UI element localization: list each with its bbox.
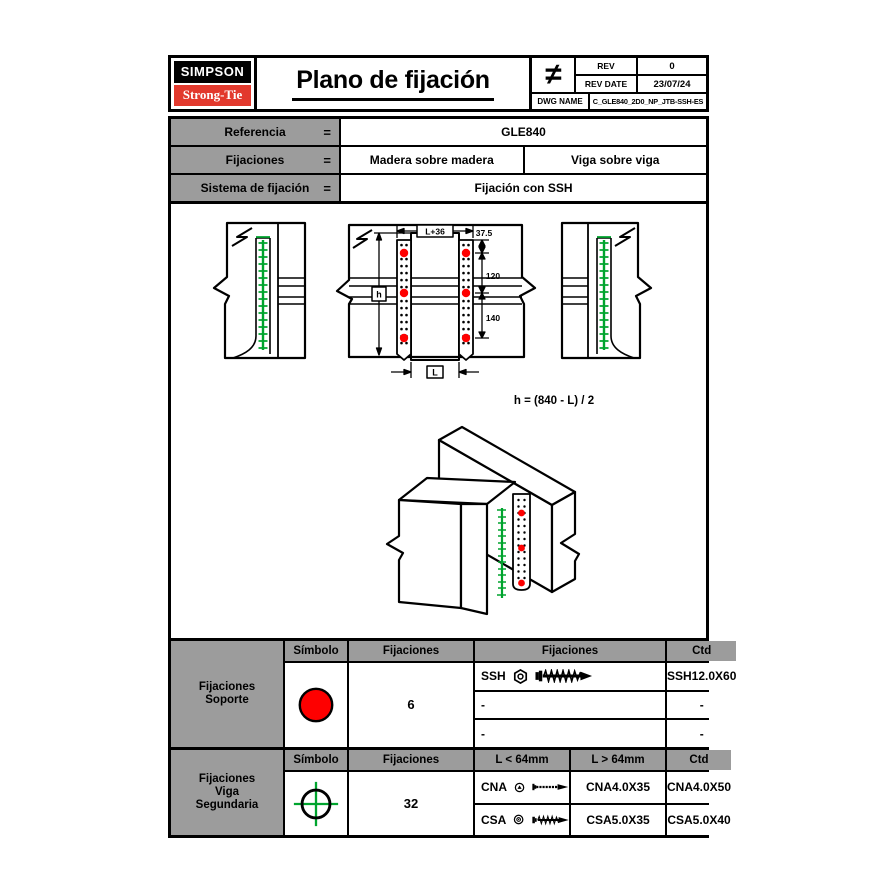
logo-strongtie: Strong-Tie [174,85,251,107]
support-table-label: Fijaciones Soporte [171,641,283,747]
secondary-cna-small: CNA4.0X35 [571,772,665,803]
dim-offset-label: 37.5 [475,228,493,238]
col-header-simbolo: Símbolo [285,750,347,770]
dwg-name-label: DWG NAME [532,94,590,109]
support-row-ssh: SSH [475,663,665,690]
cna-nail-icon [532,780,569,794]
col-header-fijaciones-ref: Fijaciones [475,641,665,661]
logo-simpson: SIMPSON [174,61,251,83]
secondary-csa-small: CSA5.0X35 [571,805,665,836]
col-header-ctd: Ctd [667,750,731,770]
support-ref-3: - [667,720,736,747]
rev-label: REV [576,58,638,74]
dim-spacing1-label: 120 [485,271,501,281]
equals-sign: = [323,180,331,196]
dim-spacing2-label: 140 [485,313,501,323]
ssh-screw-icon [535,669,593,683]
support-ctd-value: 6 [349,663,473,747]
drawing-area [171,204,706,638]
left-section-view [214,223,305,358]
equals-sign: = [323,152,331,168]
ref-label-referencia: Referencia = [171,119,339,145]
not-equal-logo-icon: ≠ [532,58,576,92]
support-row-2: - [475,692,665,719]
right-section-view [562,223,651,358]
ref-value-sistema: Fijación con SSH [474,181,573,195]
main-frame [168,116,737,838]
reference-table [171,119,706,204]
ref-value-referencia: GLE840 [501,125,546,139]
secondary-csa-large: CSA5.0X40 [667,805,731,836]
screw-right-icon [597,237,611,350]
rev-date-value: 23/07/24 [653,78,691,90]
secondary-table-label: Fijaciones Viga Segundaria [171,750,283,835]
col-header-fijaciones-type: Fijaciones [349,641,473,661]
col-header-l-small: L < 64mm [475,750,569,770]
hex-head-icon [513,669,528,684]
ref-label-sistema: Sistema de fijación = [171,175,339,201]
secondary-cna-large: CNA4.0X50 [667,772,731,803]
col-header-simbolo: Símbolo [285,641,347,661]
col-header-fijaciones: Fijaciones [349,750,473,770]
dim-right [473,240,489,338]
equals-sign: = [323,124,331,140]
support-symbol-cell [285,663,347,747]
red-circle-symbol-icon [295,684,337,726]
support-ref-ssh: SSH12.0X60 [667,663,736,690]
csa-screw-icon [532,813,569,827]
crosshair-symbol-icon [291,779,341,829]
page-title: Plano de fijación [292,66,494,101]
dim-top-label: L+36 [425,226,445,237]
support-ref-2: - [667,692,736,719]
col-header-ctd: Ctd [667,641,736,661]
secondary-row-csa: CSA [475,805,569,836]
ref-value-fijaciones-left: Madera sobre madera [369,153,494,167]
secondary-row-cna: CNA [475,772,569,803]
rev-date-label: REV DATE [576,76,638,92]
dim-height-label: h [376,289,382,300]
secondary-ctd-value: 32 [349,772,473,835]
height-formula: h = (840 - L) / 2 [513,395,595,407]
dim-bottom-label: L [432,367,438,378]
technical-drawing [171,204,706,638]
screw-left-icon [256,237,270,350]
front-view [337,225,535,378]
ref-value-fijaciones-right: Viga sobre viga [523,147,707,173]
rev-value: 0 [669,60,675,72]
cna-head-icon [514,780,525,795]
dwg-name-value: C_GLE840_2D0_NP_JTB-SSH-ES [592,97,704,106]
grain-direction-icon [232,228,252,246]
grain-direction-icon [353,230,372,248]
col-header-l-large: L > 64mm [571,750,665,770]
secondary-fixings-table [171,747,732,835]
revision-block [529,58,706,109]
support-row-3: - [475,720,665,747]
secondary-symbol-cell [285,772,347,835]
title-block [168,55,709,112]
isometric-view [387,427,579,614]
grain-direction-icon [615,228,635,246]
ref-label-fijaciones: Fijaciones = [171,147,339,173]
simpson-strongtie-logo [171,58,257,109]
csa-head-icon [513,812,524,827]
sheet-title-cell [257,58,529,109]
support-fixings-table [171,638,737,747]
